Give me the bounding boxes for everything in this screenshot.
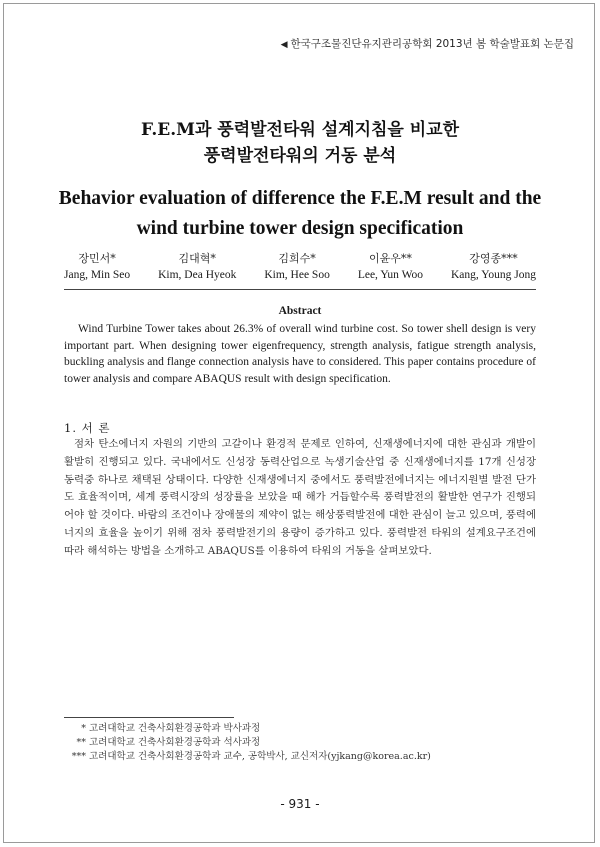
abstract-heading: Abstract (278, 305, 322, 317)
footnote-symbol: * (81, 723, 86, 734)
author-name-korean: 강영종*** (469, 252, 518, 265)
author-list (64, 250, 536, 284)
english-title (0, 184, 600, 244)
english-title-line-1: Behavior evaluation of difference the F.E.M result and the (58, 188, 542, 209)
author-name-english: Lee, Yun Woo (357, 269, 423, 281)
proceedings-header (281, 36, 574, 51)
footnote-text: 고려대학교 건축사회환경공학과 박사과정 (89, 723, 261, 734)
korean-title-line-1: F.E.M과 풍력발전타워 설계지침을 비교한 (140, 120, 460, 140)
footnote-symbol: *** (71, 751, 86, 762)
english-title-line-2: wind turbine tower design specification (136, 218, 464, 239)
author-divider (64, 289, 536, 290)
footnote-text: 고려대학교 건축사회환경공학과 석사과정 (89, 737, 261, 748)
section-body: 점차 탄소에너지 자원의 기반의 고갈이나 환경적 문제로 인하여, 신재생에너지에 대한 관심과 개발이 활발히 진행되고 있다. 국내에서도 신성장 동력산업으로 녹생기술산업 중 신재생에너지를 17개 신성장 동력중 하나로 채택된 상태이다. 다양한 신재생에너지 중에서도 풍력발전에너지는 에너지원별 발전 단가도 효율적이며, 세계 풍력시장의 성장률을 보았을 때 해가 거듭할수록 풍력발전의 활발한 연구가 진행되어야 할 것이다. 바람의 조건이나 장애물의 제약이 없는 해상풍력발전에 대한 관심이 늘고 있으며, 풍력에너지의 효율을 높이기 위해 점차 풍력발전기의 용량이 증가하고 있다. 풍력발전 타워의 설계요구조건에 따라 해석하는 방법을 소개하고 ABAQUS를 이용하여 타워의 거동을 살펴보았다. (64, 438, 536, 557)
author (158, 250, 236, 284)
footnotes (64, 722, 431, 764)
proceedings-title: 한국구조물진단유지관리공학회 2013년 봄 학술발표회 논문집 (290, 38, 574, 50)
page-number: - 931 - (280, 797, 320, 811)
abstract-body: Wind Turbine Tower takes about 26.3% of overall wind turbine cost. So tower shell design is very important part. When designing tower eigenfrequency, strength analysis, fatigue strength analysis, buckling analysis and flange connection analysis have to considered. This paper contains procedure of tower analysis and compare ABAQUS result with design specification. (64, 323, 536, 385)
section-heading: 1. 서 론 (64, 421, 111, 435)
author-name-english: Jang, Min Seo (64, 269, 131, 281)
footnote (64, 722, 431, 736)
author-name-english: Kim, Hee Soo (264, 269, 330, 281)
korean-title-line-2: 풍력발전타워의 거동 분석 (203, 146, 397, 166)
author (264, 250, 329, 284)
author-name-korean: 김희수* (278, 252, 316, 265)
korean-title (0, 117, 600, 169)
author-name-english: Kang, Young Jong (450, 269, 536, 281)
footnote-divider (64, 717, 234, 718)
author (64, 250, 130, 284)
author (451, 250, 536, 284)
footnote (64, 750, 431, 764)
author-name-korean: 이윤우** (368, 252, 412, 265)
author-name-english: Kim, Dea Hyeok (158, 269, 237, 281)
author-name-korean: 장민서* (78, 252, 116, 265)
author-name-korean: 김대혁* (178, 252, 216, 265)
footnote-text: 고려대학교 건축사회환경공학과 교수, 공학박사, 교신저자(yjkang@korea.ac.kr) (89, 751, 431, 762)
footnote-symbol: ** (76, 737, 86, 748)
triangle-marker-icon: ◀ (280, 40, 288, 50)
author (358, 250, 423, 284)
footnote (64, 736, 431, 750)
